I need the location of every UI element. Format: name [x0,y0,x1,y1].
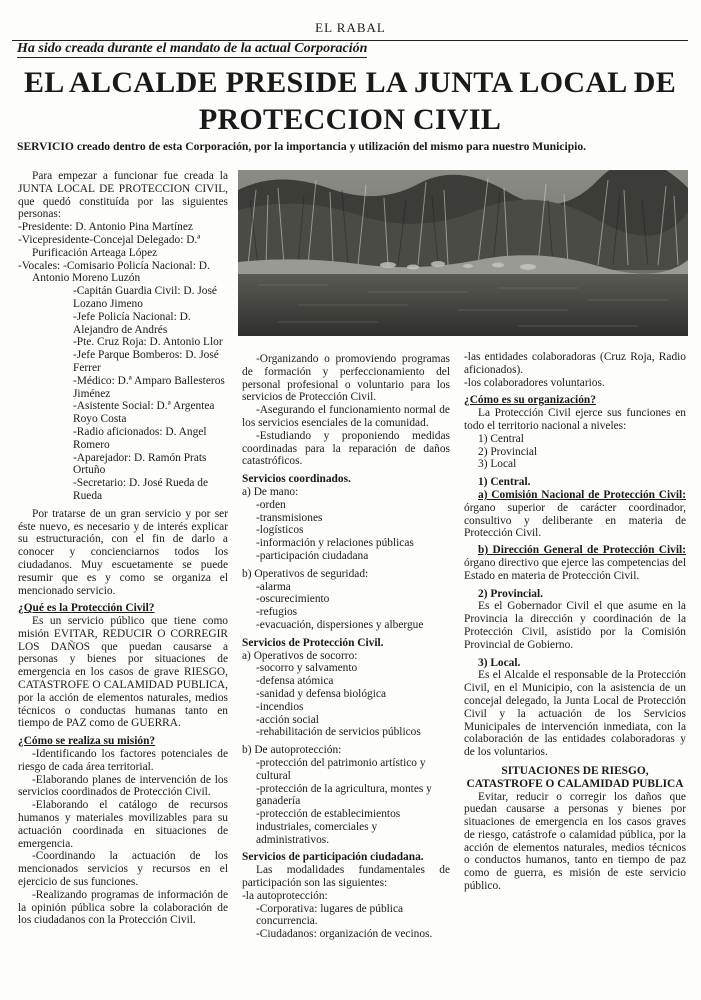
photo-illustration [238,170,688,336]
list-item: -participación ciudadana [256,549,369,562]
list-item: -acción social [256,713,319,726]
member-item: -Asistente Social: D.ª Argentea Royo Costa [73,400,215,426]
section-heading: ¿Cómo es su organización? [464,394,596,407]
list-item: -los colaboradores voluntarios. [464,376,605,389]
central-b-text: órgano directivo que ejerce las competencias del Estado en materia de Protección Civil. [464,556,686,582]
column-2 [242,353,450,941]
list-item: -transmisiones [256,511,323,524]
member-item: -Presidente: D. Antonio Pina Martínez [18,221,193,234]
list-item: -socorro y salvamento [256,662,358,675]
mission-item: -Elaborando el catálogo de recursos humanos y materiales movilizables para su actuación coordinada en situaciones de emergencia. [18,799,228,850]
participation-intro: Las modalidades fundamentales de participación son las siguientes: [242,864,450,890]
level-item: 3) Local [478,458,517,471]
member-item: -Vocales: -Comisario Policía Nacional: D. Antonio Moreno Luzón [18,259,210,285]
definition-paragraph: Es un servicio público que tiene como misión EVITAR, REDUCIR O CORREGIR LOS DAÑOS que puedan causarse a personas y bienes por situaciones de emergencia en los casos de grave RIESGO, CATASTROFE O CALAMIDAD PUBLICA, por la acción de elementos naturales, medios técnicos o conductas humanas tanto en tiempo de PAZ como de GUERRA. [18,615,228,730]
section-heading: SITUACIONES DE RIESGO, CATASTROFE O CALAMIDAD PUBLICA [466,764,684,790]
member-item: -Radio aficionados: D. Angel Romero [73,425,207,451]
mission-item: -Asegurando el funcionamiento normal de los servicios esenciales de la comunidad. [242,404,450,429]
list-label: -la autoprotección: [242,889,328,902]
running-head: EL RABAL [315,20,386,35]
list-item: -protección de la agricultura, montes y ganadería [256,782,432,808]
section-heading: Servicios de participación ciudadana. [242,851,424,864]
organization-paragraph: La Protección Civil ejerce sus funciones en todo el territorio nacional a niveles: [464,407,686,432]
river-reeds-photo [238,170,688,336]
kicker: Ha sido creada durante el mandato de la actual Corporación [17,41,368,56]
column-3 [464,351,686,893]
subsection-heading: 3) Local. [478,656,521,669]
list-item: -evacuación, dispersiones y albergue [256,618,424,631]
list-item: -logísticos [256,524,304,537]
list-label: a) De mano: [242,485,299,498]
member-item: -Médico: D.ª Amparo Ballesteros Jiménez [73,374,225,400]
list-item: -protección de establecimientos industriales, comerciales y administrativos. [256,808,401,846]
member-item: -Secretario: D. José Rueda de Rueda [73,477,209,502]
central-a-text: órgano superior de carácter coordinador, consultivo y deliberante en materia de Protección Civil. [464,501,686,540]
mission-item: -Realizando programas de información de la opinión pública sobre la colaboración de los ciudadanos con la Protección Civil. [18,888,228,927]
headline [12,64,688,138]
central-a-label: a) Comisión Nacional de Protección Civil: [478,488,686,501]
level-item: 2) Provincial [478,445,538,458]
mission-item: -Organizando o promoviendo programas de formación y perfeccionamiento del personal profesional o voluntario para los servicios de Protección Civil. [242,353,450,404]
subhead: SERVICIO creado dentro de esta Corporación, por la importancia y utilización del mismo para nuestro Municipio. [17,140,587,153]
provincial-paragraph: Es el Gobernador Civil el que asume en la Provincia la dirección y coordinación de la Protección Civil, asistido por la Comisión Provincial de Gobierno. [464,600,686,651]
subsection-heading: 1) Central. [478,476,531,489]
member-item: -Vicepresidente-Concejal Delegado: D.ª Purificación Arteaga López [18,233,201,259]
central-a-paragraph [464,489,686,540]
member-item: -Aparejador: D. Ramón Prats Ortuño [73,451,207,477]
list-item: -rehabilitación de servicios públicos [256,726,421,739]
list-item: -protección del patrimonio artístico y cultural [256,756,426,782]
list-item: -alarma [256,580,291,593]
section-heading: Servicios coordinados. [242,473,351,486]
intro-paragraph: Para empezar a funcionar fue creada la JUNTA LOCAL DE PROTECCION CIVIL, que quedó constituída por las siguientes personas: [18,170,228,221]
subsection-heading: 2) Provincial. [478,587,543,600]
section-heading: ¿Qué es la Protección Civil? [18,602,155,615]
level-item: 1) Central [478,432,524,445]
list-item: -incendios [256,700,304,713]
list-item: -orden [256,498,286,511]
list-label: b) Operativos de seguridad: [242,567,369,580]
risk-paragraph: Evitar, reducir o corregir los daños que puedan causarse a personas y bienes por situaciones de emergencia en los casos graves de riesgo, catástrofe o calamidad pública, por la acción de elementos naturales, medios técnicos o conductos humanos, tanto en tiempo de paz como de guerra, es misión de este servicio público. [464,790,686,893]
mission-item: -Coordinando la actuación de los mencionados servicios y recursos en el ejercicio de sus funciones. [18,850,228,889]
mission-item: -Estudiando y proponiendo medidas coordinadas para la reparación de daños catastróficos. [242,429,450,468]
central-b-label: b) Dirección General de Protección Civil: [478,544,686,557]
member-item: -Capitán Guardia Civil: D. José Lozano Jimeno [73,285,217,310]
mission-item: -Identificando los factores potenciales de riesgo de cada área territorial. [18,748,228,773]
list-item: -las entidades colaboradoras (Cruz Roja, Radio aficionados). [464,351,686,376]
list-item: -refugios [256,606,298,619]
list-item: -información y relaciones públicas [256,537,414,550]
central-b-paragraph [464,544,686,582]
member-item: -Jefe Policía Nacional: D. Alejandro de Andrés [73,310,191,336]
section-heading: ¿Cómo se realiza su misión? [18,735,156,748]
list-item: -defensa atómica [256,675,334,688]
local-paragraph: Es el Alcalde el responsable de la Protección Civil, en el Municipio, con la asistencia de un concejal delegado, la Junta Local de Protección Civil y la actuación de los Servicios Municipales de intervención inmediata, con la colaboración de las entidades colaboradoras y de los voluntarios. [464,669,686,759]
column-1 [18,170,228,927]
list-label: b) De autoprotección: [242,744,342,757]
member-item: -Pte. Cruz Roja: D. Antonio Llor [73,336,223,349]
list-item: -Ciudadanos: organización de vecinos. [256,928,433,941]
list-item: -sanidad y defensa biológica [256,687,386,700]
section-heading: Servicios de Protección Civil. [242,636,384,649]
headline-line-2: PROTECCION CIVIL [198,103,502,136]
structure-paragraph: Por tratarse de un gran servicio y por ser éste nuevo, es necesario y de interés explicar su estructuración, con el fin de darlo a conocer y concienciarnos todos los ciudadanos. Muy escuetamente se puede resumir que es y como se organiza el mencionado servicio. [18,507,228,597]
list-item: -oscurecimiento [256,593,330,606]
mission-item: -Elaborando planes de intervención de los servicios coordinados de Protección Civil. [18,773,228,799]
list-item: -Corporativa: lugares de pública concurrencia. [256,902,404,928]
member-item: -Jefe Parque Bomberos: D. José Ferrer [73,349,219,374]
headline-line-1: EL ALCALDE PRESIDE LA JUNTA LOCAL DE [23,66,677,99]
list-label: a) Operativos de socorro: [242,649,358,662]
